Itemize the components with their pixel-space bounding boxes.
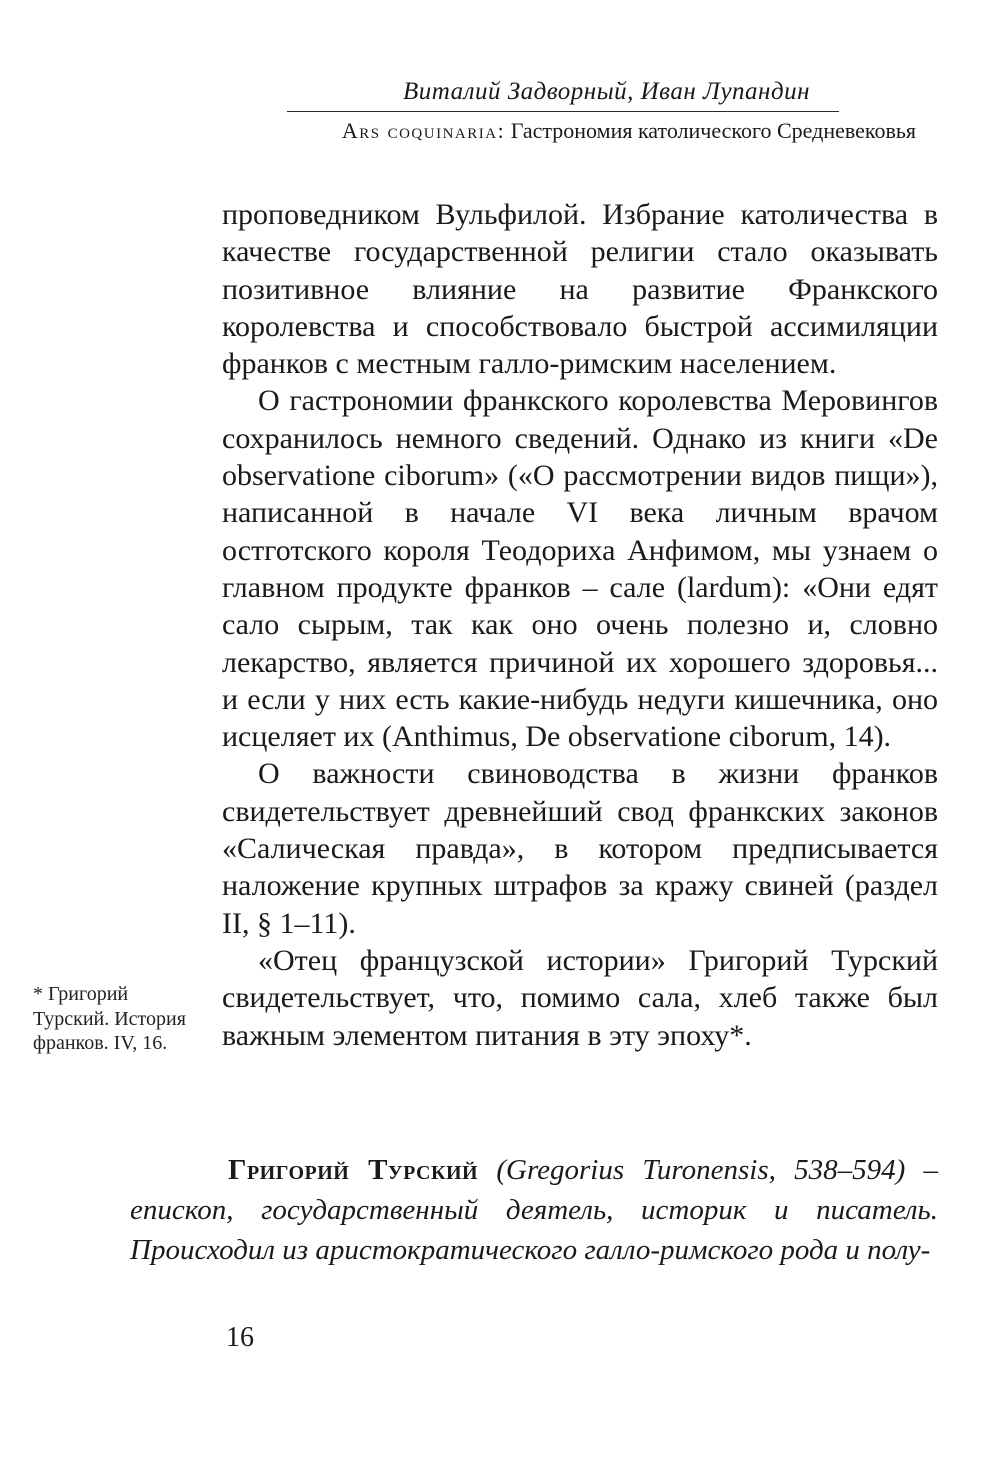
book-title-latin: Ars coquinaria: xyxy=(341,118,506,143)
running-header-book-title xyxy=(342,118,916,144)
biography-text: (Gregorius Turonensis, 538–594) – епископ, государственный деятель, историк и писатель. Происходил из аристократического галло-римского рода и полу- xyxy=(130,1154,938,1266)
book-title-subtitle: Гастрономия католического Средневековья xyxy=(505,118,916,143)
margin-footnote: * Григорий Турский. История франков. IV, 16. xyxy=(33,983,186,1054)
paragraph-continuation: проповедником Вульфилой. Избрание католичества в качестве государственной религии стало оказывать позитивное влияние на развитие Франкского королевства и способствовало быстрой ассимиляции франков с местным галло-римским населением. xyxy=(222,198,938,381)
paragraph-merovingian-gastronomy: О гастрономии франкского королевства Меровингов сохранилось немного сведений. Однако из книги «De observatione ciborum» («О рассмотрении видов пищи»), написанной в начале VI века личным врачом остготского короля Теодориха Анфимом, мы узнаем о главном продукте франков – сале (lardum): «Они едят сало сырым, так как оно очень полезно и, словно лекарство, является причиной их хорошего здоровья... и если у них есть какие-нибудь недуги кишечника, оно исцеляет их (Anthimus, De observatione ciborum, 14). xyxy=(222,384,938,754)
main-text-column xyxy=(222,196,938,1054)
header-divider xyxy=(287,111,839,112)
page-number: 16 xyxy=(226,1322,254,1353)
biography-note xyxy=(130,1150,938,1270)
paragraph-gregory-of-tours: «Отец французской истории» Григорий Турский свидетельствует, что, помимо сала, хлеб также был важным элементом питания в эту эпоху*. xyxy=(222,943,938,1052)
biography-name: Григорий Турский xyxy=(228,1154,479,1186)
running-header-authors: Виталий Задворный, Иван Лупандин xyxy=(402,78,810,105)
paragraph-pig-farming: О важности свиноводства в жизни франков свидетельствует древнейший свод франкских законов «Салическая правда», в котором предписывается наложение крупных штрафов за кражу свиней (раздел II, § 1–11). xyxy=(222,757,938,940)
